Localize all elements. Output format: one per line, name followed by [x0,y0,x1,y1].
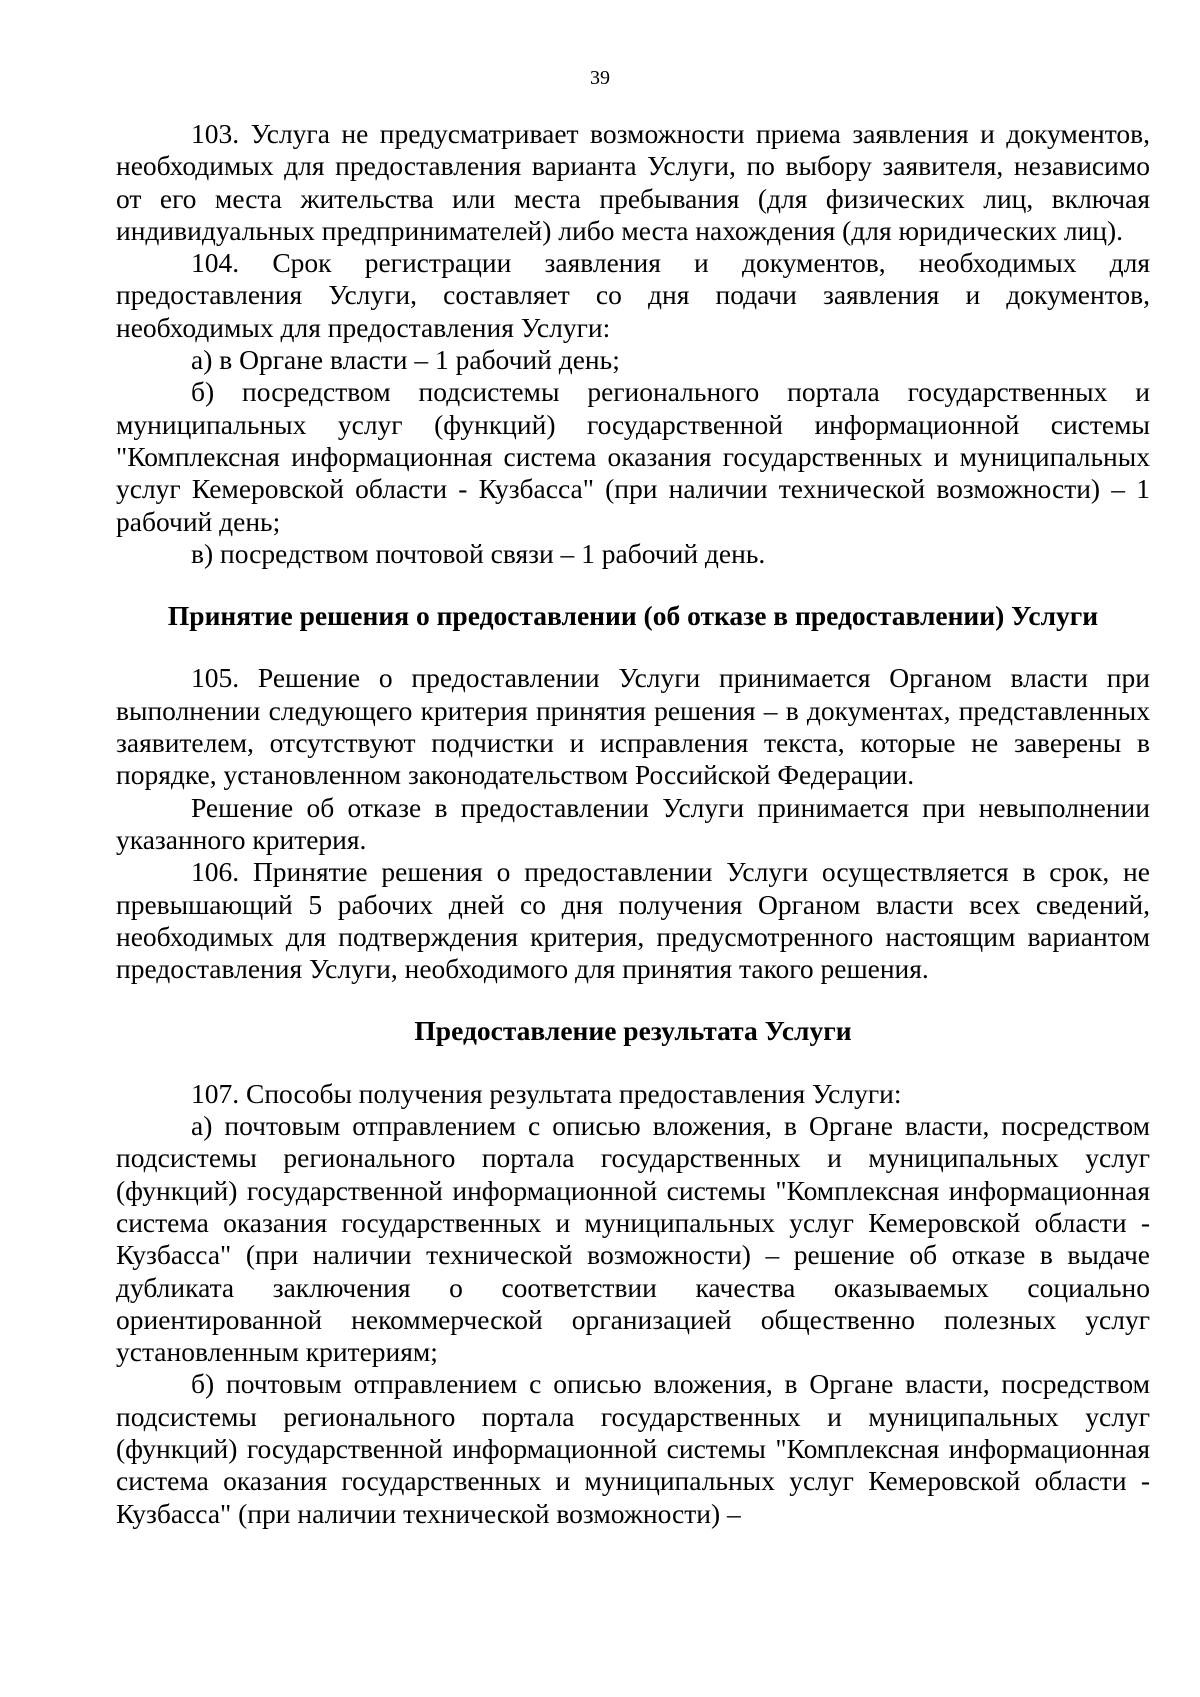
page-number: 39 [590,67,610,89]
paragraph-104: 104. Срок регистрации заявления и документов, необходимых для предоставления Услуги, составляет со дня подачи заявления и документов, необходимых для предоставления Услуги: [116,247,1150,343]
page-content [116,118,1150,1530]
section-heading-result: Предоставление результата Услуги [414,1015,852,1047]
paragraph-105: 105. Решение о предоставлении Услуги принимается Органом власти при выполнении следующего критерия принятия решения – в документах, представленных заявителем, отсутствуют подчистки и исправления текста, которые не заверены в порядке, установленном законодательством Российской Федерации. [116,662,1150,791]
paragraph-107: 107. Способы получения результата предоставления Услуги: [191,1077,902,1109]
paragraph-104-v: в) посредством почтовой связи – 1 рабочий день. [191,537,766,569]
section-heading-decision: Принятие решения о предоставлении (об отказе в предоставлении) Услуги [167,600,1099,632]
paragraph-107-b: б) почтовым отправлением с описью вложения, в Органе власти, посредством подсистемы регионального портала государственных и муниципальных услуг (функций) государственной информационной системы "Комплексная информационная система оказания государственных и муниципальных услуг Кемеровской области - Кузбасса" (при наличии технической возможности) – [116,1368,1150,1529]
paragraph-107-a: а) почтовым отправлением с описью вложения, в Органе власти, посредством подсистемы регионального портала государственных и муниципальных услуг (функций) государственной информационной системы "Комплексная информационная система оказания государственных и муниципальных услуг Кемеровской области - Кузбасса" (при наличии технической возможности) – решение об отказе в выдаче дубликата заключения о соответствии качества оказываемых социально ориентированной некоммерческой организацией общественно полезных услуг установленным критериям; [116,1110,1150,1368]
paragraph-103: 103. Услуга не предусматривает возможности приема заявления и документов, необходимых для предоставления варианта Услуги, по выбору заявителя, независимо от его места жительства или места пребывания (для физических лиц, включая индивидуальных предпринимателей) либо места нахождения (для юридических лиц). [116,118,1150,246]
paragraph-104-b: б) посредством подсистемы регионального портала государственных и муниципальных услуг (функций) государственной информационной системы "Комплексная информационная система оказания государственных и муниципальных услуг Кемеровской области - Кузбасса" (при наличии технической возможности) – 1 рабочий день; [116,376,1150,537]
paragraph-104-a: а) в Органе власти – 1 рабочий день; [191,344,620,376]
paragraph-105-refusal: Решение об отказе в предоставлении Услуги принимается при невыполнении указанного критерия. [116,791,1150,855]
paragraph-106: 106. Принятие решения о предоставлении Услуги осуществляется в срок, не превышающий 5 рабочих дней со дня получения Органом власти всех сведений, необходимых для подтверждения критерия, предусмотренного настоящим вариантом предоставления Услуги, необходимого для принятия такого решения. [116,856,1150,985]
